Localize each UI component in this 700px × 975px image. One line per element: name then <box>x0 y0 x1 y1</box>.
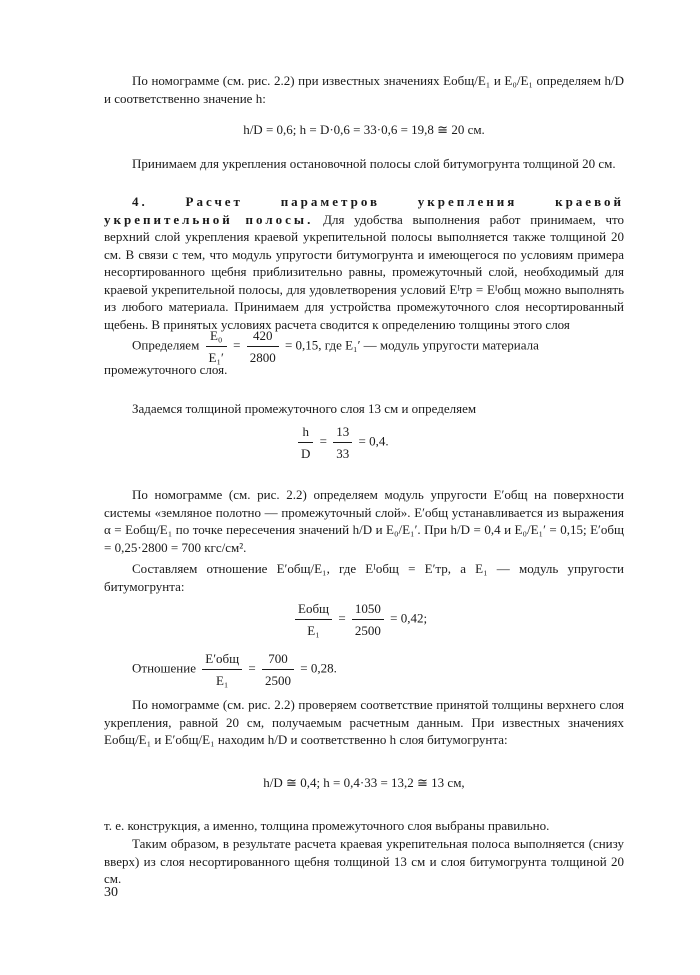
paragraph-intermediate-thickness: Задаемся толщиной промежуточного слоя 13 см и определяем <box>132 401 477 416</box>
paragraph-modulus-determination: По номограмме (см. рис. 2.2) определяем модуль упругости E′общ на поверхности системы «земляное полотно — промежуточный слой». E′общ устанавливается из выражения α = Eобщ/E₁ по точке пересечения значений h/D и E₀/E₁′. При h/D = 0,4 и E₀/E₁′ = 0,15; E′общ = 0,25·2800 = 700 кгс/см². <box>104 487 624 555</box>
paragraph-ratio-composition: Составляем отношение E′общ/E₁, где Eᴵобщ = E′тр, а E₁ — модуль упругости битумогрунта: <box>104 561 624 594</box>
paragraph-edge-strip-calculation <box>104 193 624 333</box>
fraction-1050-2500 <box>352 600 384 639</box>
fraction-h-d <box>298 423 313 462</box>
fraction-numerator: Eобщ <box>295 600 332 620</box>
fraction-numerator: 13 <box>333 423 352 443</box>
equation-h-d-result: h/D = 0,6; h = D·0,6 = 33·0,6 = 19,8 ≅ 20 см. <box>243 122 485 137</box>
equation-tail: = 0,28. <box>300 660 337 676</box>
paragraph-stop-lane-layer: Принимаем для укрепления остановочной полосы слой битумогрунта толщиной 20 см. <box>132 156 616 171</box>
equation-tail: = 0,42; <box>390 610 428 626</box>
fraction-denominator: 2500 <box>354 623 381 638</box>
section-heading: 4. Расчет параметров укрепления краевой укрепительной полосы. <box>104 194 624 227</box>
fraction-denominator: E₁ <box>215 673 229 688</box>
fraction-denominator: 2800 <box>249 350 276 365</box>
fraction-numerator: 1050 <box>352 600 384 620</box>
paragraph-nomogram-intro: По номограмме (см. рис. 2.2) при известных значениях Eобщ/E₁ и E₀/E₁ определяем h/D и соответственно значение h: <box>104 73 624 106</box>
equation-h-over-d <box>295 423 389 462</box>
fraction-13-33 <box>333 423 352 462</box>
equation-continuation: промежуточного слоя. <box>104 362 228 377</box>
fraction-eobsh-e1 <box>295 600 332 639</box>
section-body: Для удобства выполнения работ принимаем, что верхний слой укрепления краевой укрепительной полосы выполняется также толщиной 20 см. В связи с тем, что модуль упругости битумогрунта и имеющегося по условиям примера несортированного щебня приблизительно равны, промежуточный слой, необходимый для краевой укрепительной полосы, для удовлетворения условий Eᴵтр = Eᴵобщ можно выполнять из любого материала. Принимаем для устройства промежуточного слоя несортированный щебень. В принятых условиях расчета сводится к определению толщины этого слоя <box>104 211 625 332</box>
fraction-numerator: 700 <box>262 650 294 670</box>
paragraph-summary: Таким образом, в результате расчета краевая укрепительная полоса выполняется (снизу вверх) из слоя несортированного щебня толщиной 13 см и слоя битумогрунта толщиной 20 см. <box>104 836 624 886</box>
fraction-denominator: 2500 <box>265 673 292 688</box>
page-number: 30 <box>104 885 118 900</box>
equals-sign: = <box>248 660 256 676</box>
fraction-denominator: 33 <box>336 446 350 461</box>
equation-tail: = 0,4. <box>358 433 389 449</box>
equation-tail: = 0,15, где E₁′ — модуль упругости материала <box>284 337 539 353</box>
paragraph-conclusion-correct: т. е. конструкция, а именно, толщина промежуточного слоя выбраны правильно. <box>104 818 550 833</box>
equation-lead: Отношение <box>132 660 196 676</box>
fraction-denominator: D <box>301 446 311 461</box>
fraction-numerator: h <box>298 423 313 443</box>
fraction-denominator: E₁′ <box>208 350 224 365</box>
fraction-numerator: 420 <box>247 327 279 347</box>
fraction-eobsh-prime-e1 <box>202 650 242 689</box>
equals-sign: = <box>319 433 327 449</box>
fraction-420-2800 <box>247 327 279 366</box>
fraction-numerator: E′общ <box>202 650 242 670</box>
paragraph-verification: По номограмме (см. рис. 2.2) проверяем соответствие принятой толщины верхнего слоя укрепления, равной 20 см, получаемым расчетным данным. При известных значениях Eобщ/E₁ и E′общ/E₁ находим h/D и соответственно h слоя битумогрунта: <box>104 697 624 747</box>
equals-sign: = <box>338 610 346 626</box>
fraction-denominator: E₁ <box>307 623 320 638</box>
equation-ratio-eobsh-prime-e1 <box>132 650 337 689</box>
equation-ratio-eobsh-e1 <box>292 600 427 639</box>
fraction-numerator: E₀ <box>206 327 227 347</box>
equals-sign: = <box>233 337 241 353</box>
fraction-700-2500 <box>262 650 294 689</box>
equation-h-final: h/D ≅ 0,4; h = 0,4·33 = 13,2 ≅ 13 см, <box>263 775 465 790</box>
equation-lead: Определяем <box>132 337 200 353</box>
